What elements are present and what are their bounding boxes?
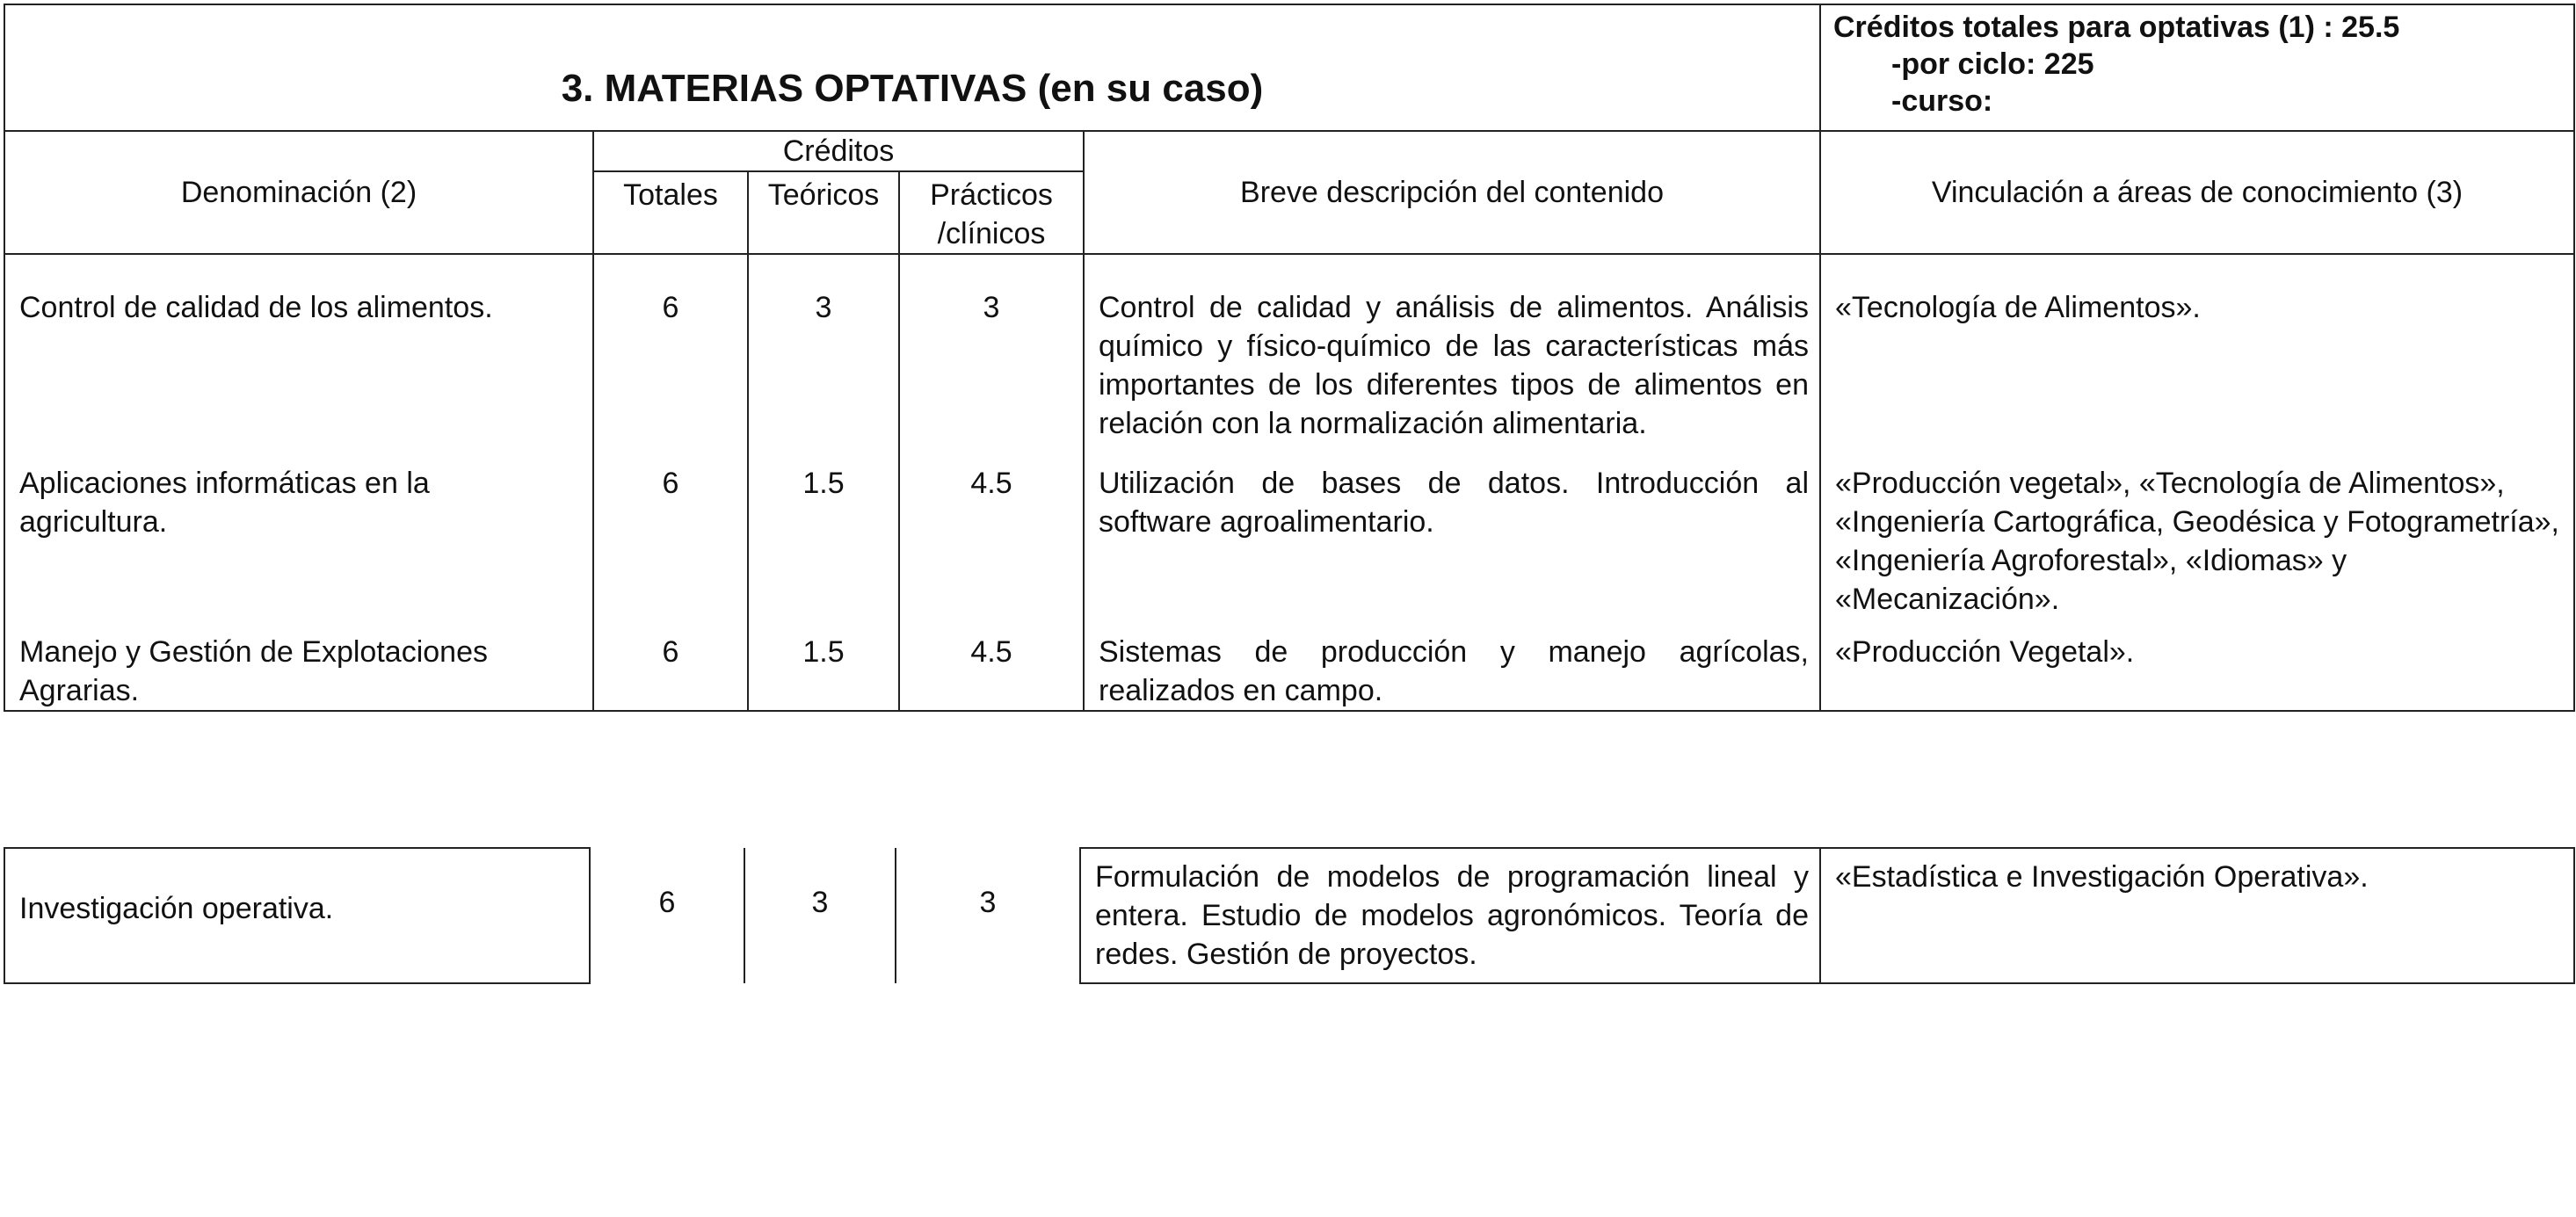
credits-course: -curso:: [1891, 84, 1993, 118]
row-descripcion: Control de calidad y análisis de alimentos. Análisis químico y físico-químico de las características más importantes de los diferentes tipos de alimentos en relación con la normalización alimentaria.: [1084, 254, 1820, 448]
table-row: [4, 448, 2574, 624]
row-vinculacion: «Producción vegetal», «Tecnología de Alimentos», «Ingeniería Cartográfica, Geodésica y Fotogrametría», «Ingeniería Agroforestal», «Idiomas» y «Mecanización».: [1820, 448, 2574, 624]
row-totales: 6: [593, 254, 748, 448]
col-header-totales: Totales: [593, 171, 748, 254]
row-denominacion: Investigación operativa.: [4, 848, 590, 983]
row-teoricos: 3: [748, 254, 899, 448]
optional-subjects-continuation-table: [4, 847, 2575, 984]
optional-subjects-table: [4, 4, 2575, 712]
row-practicos: 3: [896, 848, 1080, 983]
col-header-creditos: Créditos: [593, 131, 1084, 171]
row-descripcion: Utilización de bases de datos. Introducción al software agroalimentario.: [1084, 448, 1820, 624]
section-title: 3. MATERIAS OPTATIVAS (en su caso): [561, 67, 1264, 110]
section-title-cell: [4, 4, 1820, 131]
row-teoricos: 3: [744, 848, 896, 983]
credits-summary-cell: [1820, 4, 2574, 131]
col-header-denominacion: Denominación (2): [4, 131, 593, 254]
row-vinculacion: «Tecnología de Alimentos».: [1820, 254, 2574, 448]
table-row: [4, 624, 2574, 711]
col-header-vinculacion: Vinculación a áreas de conocimiento (3): [1820, 131, 2574, 254]
row-practicos: 3: [899, 254, 1084, 448]
table-row: [4, 254, 2574, 448]
credits-total-line: Créditos totales para optativas (1) : 25.5: [1833, 11, 2400, 44]
row-denominacion: Manejo y Gestión de Explotaciones Agrarias.: [4, 624, 593, 711]
row-practicos: 4.5: [899, 624, 1084, 711]
row-vinculacion: «Producción Vegetal».: [1820, 624, 2574, 711]
table-row: [4, 848, 2574, 983]
credits-per-cycle: -por ciclo: 225: [1891, 47, 2094, 81]
col-header-teoricos: Teóricos: [748, 171, 899, 254]
col-header-practicos: Prácticos /clínicos: [899, 171, 1084, 254]
col-header-descripcion: Breve descripción del contenido: [1084, 131, 1820, 254]
row-vinculacion: «Estadística e Investigación Operativa».: [1820, 848, 2574, 983]
row-practicos: 4.5: [899, 448, 1084, 624]
row-descripcion: Sistemas de producción y manejo agrícolas, realizados en campo.: [1084, 624, 1820, 711]
row-denominacion: Control de calidad de los alimentos.: [4, 254, 593, 448]
row-totales: 6: [593, 624, 748, 711]
row-totales: 6: [590, 848, 744, 983]
row-totales: 6: [593, 448, 748, 624]
row-descripcion: Formulación de modelos de programación lineal y entera. Estudio de modelos agronómicos. Teoría de redes. Gestión de proyectos.: [1080, 848, 1820, 983]
row-denominacion: Aplicaciones informáticas en la agricultura.: [4, 448, 593, 624]
row-teoricos: 1.5: [748, 448, 899, 624]
row-teoricos: 1.5: [748, 624, 899, 711]
